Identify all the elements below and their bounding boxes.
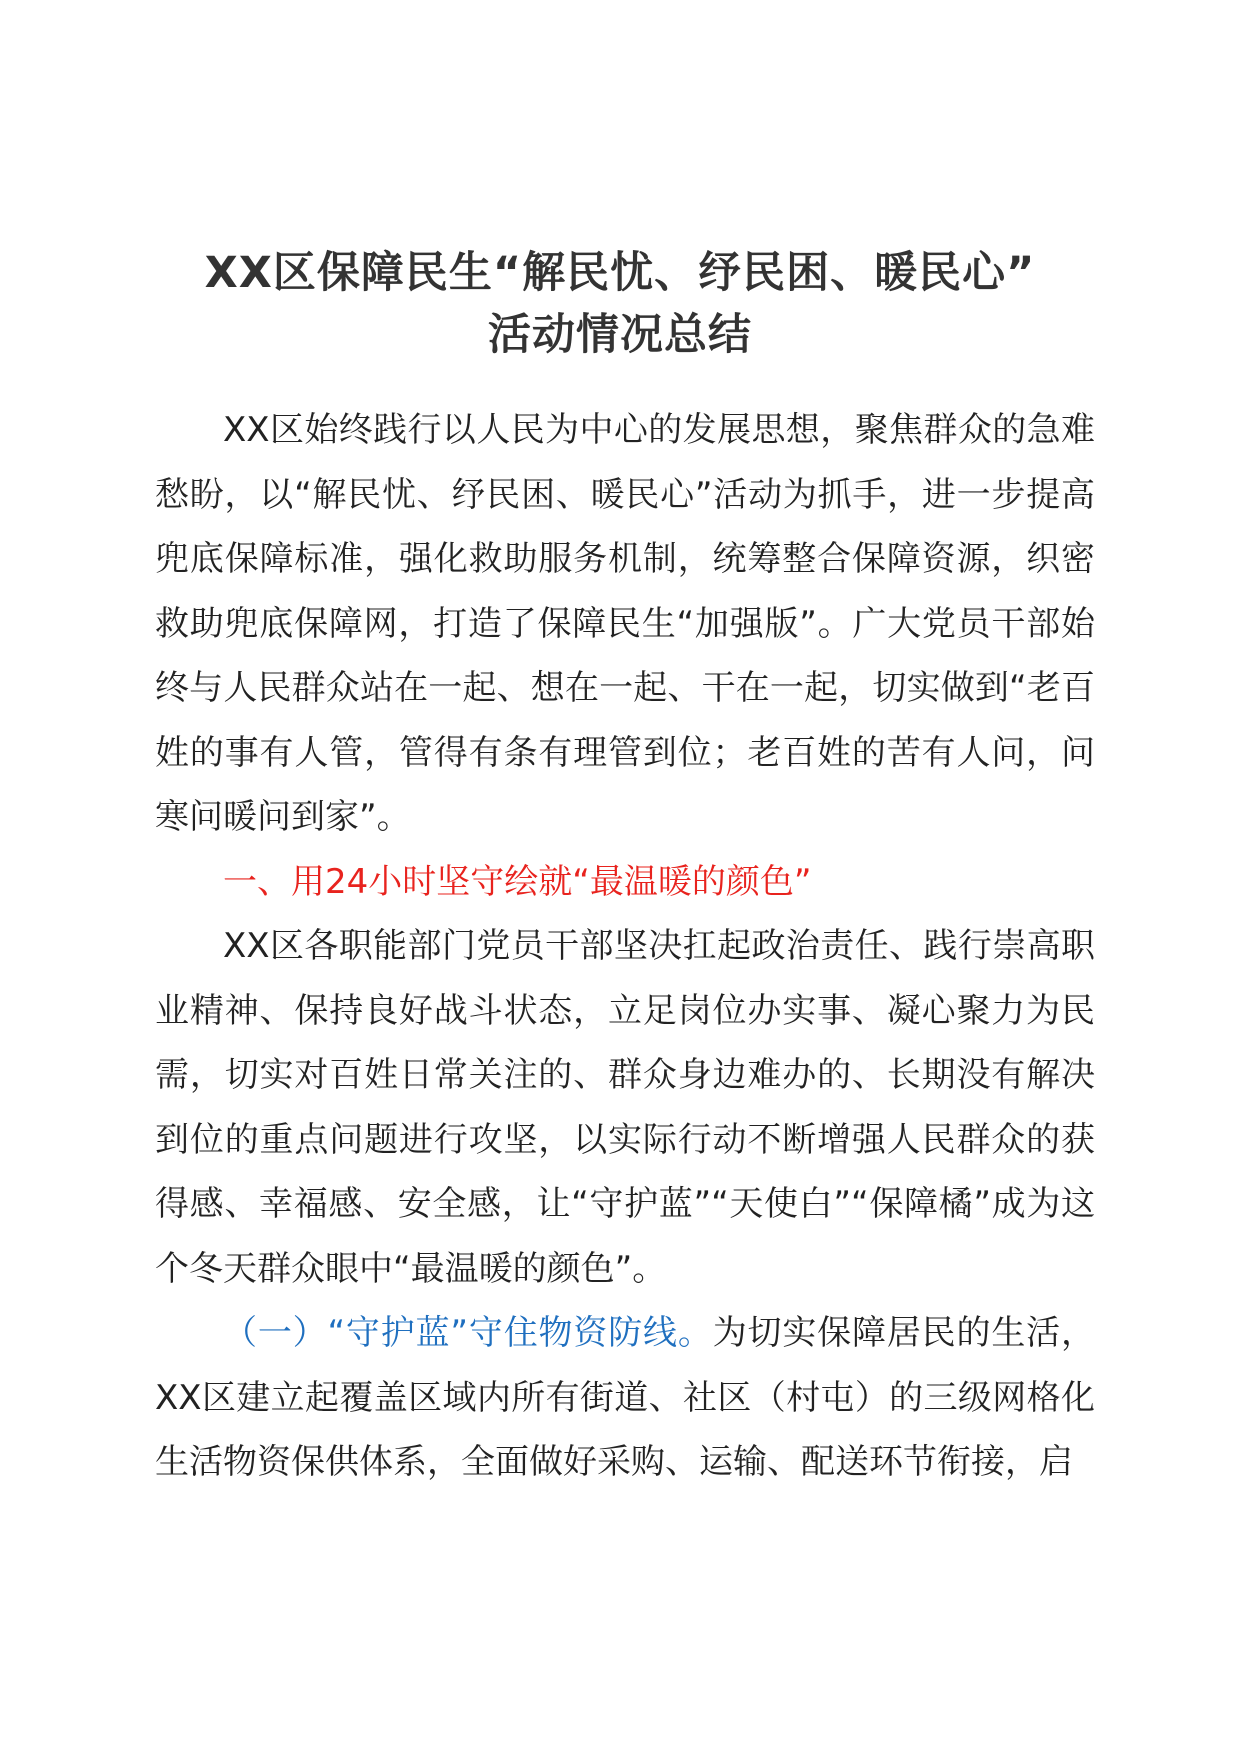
subsection-1-heading: （一）“守护蓝”守住物资防线。 bbox=[223, 1313, 713, 1353]
subsection-1-paragraph bbox=[155, 1301, 1095, 1495]
document-title-line-2: 活动情况总结 bbox=[488, 310, 752, 360]
subsection-1-body: 为切实保障居民的生活，XX区建立起覆盖区域内所有街道、社区（村屯）的三级网格化生活物资保供体系，全面做好采购、运输、配送环节衔接，启 bbox=[155, 1313, 1095, 1482]
section-1-paragraph: XX区各职能部门党员干部坚决扛起政治责任、践行崇高职业精神、保持良好战斗状态，立足岗位办实事、凝心聚力为民需，切实对百姓日常关注的、群众身边难办的、长期没有解决到位的重点问题进行攻坚，以实际行动不断增强人民群众的获得感、幸福感、安全感，让“守护蓝”“天使白”“保障橘”成为这个冬天群众眼中“最温暖的颜色”。 bbox=[155, 926, 1095, 1289]
intro-paragraph: XX区始终践行以人民为中心的发展思想，聚焦群众的急难愁盼，以“解民忧、纾民困、暖民心”活动为抓手，进一步提高兜底保障标准，强化救助服务机制，统筹整合保障资源，织密救助兜底保障网，打造了保障民生“加强版”。广大党员干部始终与人民群众站在一起、想在一起、干在一起，切实做到“老百姓的事有人管，管得有条有理管到位；老百姓的苦有人问，问寒问暖问到家”。 bbox=[155, 410, 1095, 837]
document-body bbox=[155, 398, 1095, 1495]
section-1-heading: 一、用24小时坚守绘就“最温暖的颜色” bbox=[223, 861, 812, 902]
document-title-line-1: XX区保障民生“解民忧、纾民困、暖民心” bbox=[204, 248, 1036, 298]
